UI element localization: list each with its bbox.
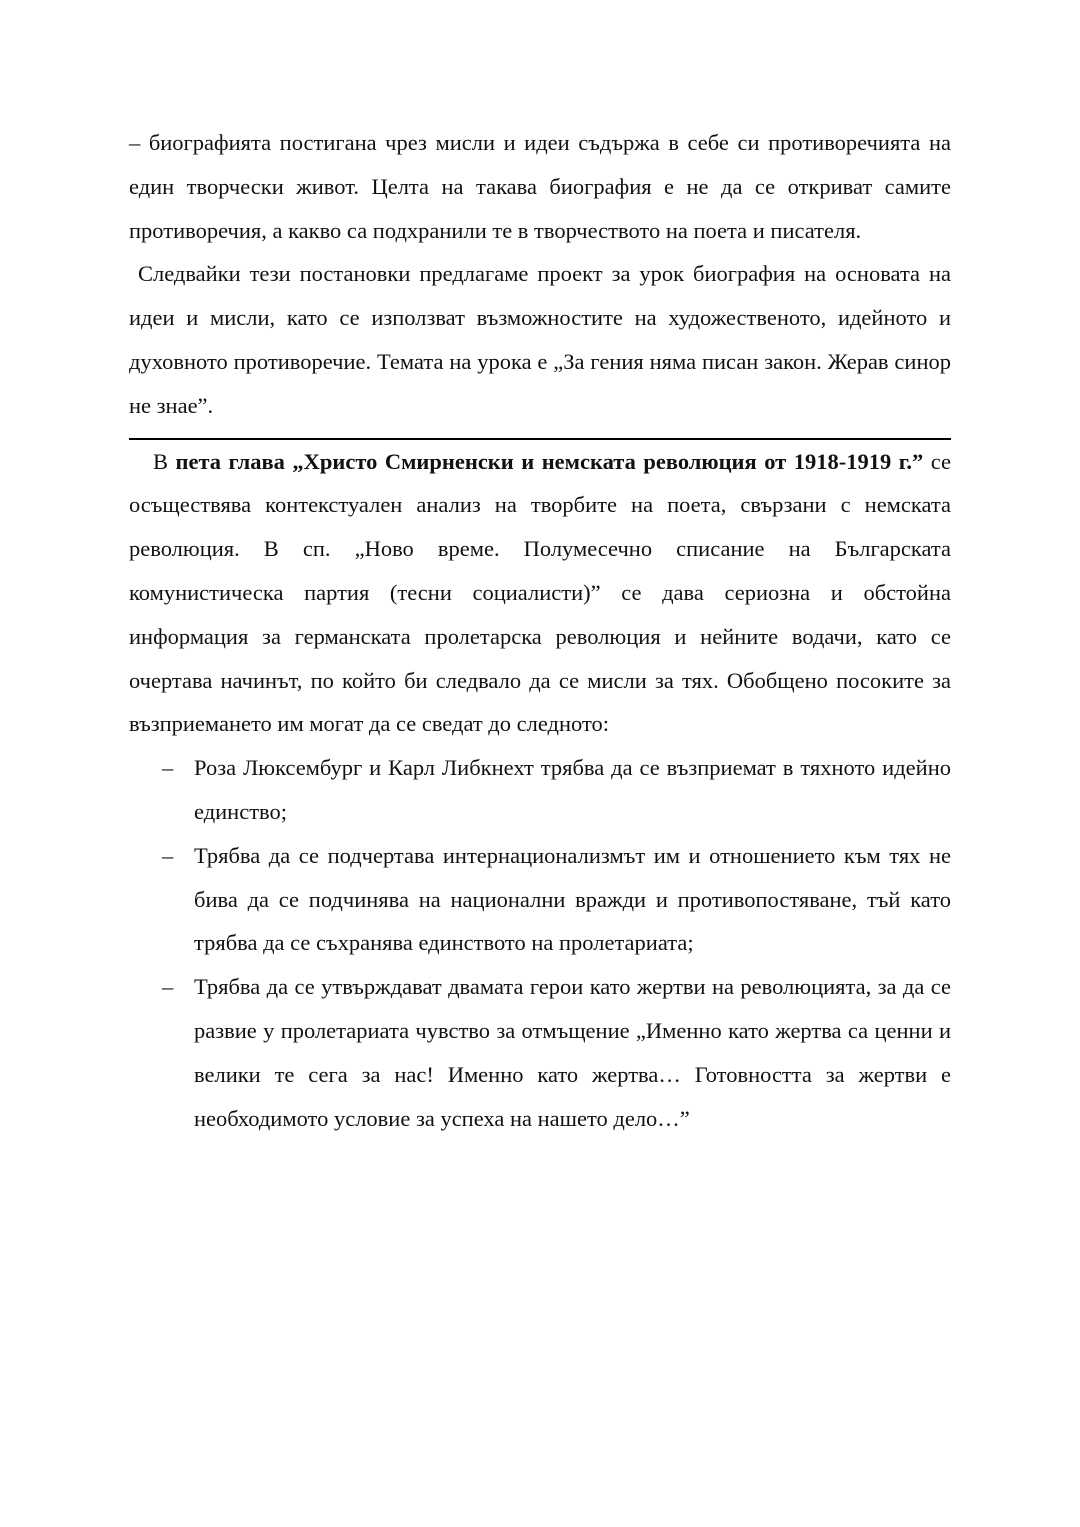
chapter-lead-text: В (153, 448, 176, 474)
dash-bullet-icon: – (162, 755, 174, 781)
document-page (129, 121, 951, 1140)
list-item (129, 746, 951, 834)
list-item-text: Трябва да се утвърждават двамата герои като жертви на революцията, за да се развие у пролетариата чувство за отмъщение „Именно като жертва са ценни и велики те сега за нас! Именно като жертва… Готовността за жертви е необходимото условие за успеха на нашето дело…” (194, 974, 951, 1131)
list-item (129, 834, 951, 965)
list-item-text: Трябва да се подчертава интернационализмът им и отношението към тях не бива да се подчинява на национални вражди и противопостяване, тъй като трябва да се съхранява единството на пролетариата; (194, 842, 951, 956)
paragraph-lesson-project (129, 252, 951, 427)
chapter-title-bold: пета глава „Христо Смирненски и немската революция от 1918-1919 г.” (175, 448, 924, 474)
list-item (129, 965, 951, 1140)
chapter-body-text: се осъществява контекстуален анализ на творбите на поета, свързани с немската революция. В сп. „Ново време. Полумесечно списание на Българската комунистическа партия (тесни социалисти)” се дава сериозна и обстойна информация за германската пролетарска революция и нейните водачи, като се очертава начинът, по който би следвало да се мисли за тях. Обобщено посоките за възприемането им могат да се сведат до следното: (129, 448, 951, 737)
paragraph-chapter-five (129, 440, 951, 747)
paragraph-biography: – биографията постигана чрез мисли и идеи съдържа в себе си противоречията на един творчески живот. Целта на такава биография е не да се откриват самите противоречия, а какво са подхранили те в творчеството на поета и писателя. (129, 130, 951, 243)
list-item-text: Роза Люксембург и Карл Либкнехт трябва да се възприемат в тяхното идейно единство; (194, 755, 951, 824)
dash-bullet-icon: – (162, 974, 174, 1000)
bullet-list (129, 746, 951, 1140)
dash-bullet-icon: – (162, 842, 174, 868)
paragraph-lesson-project-text: Следвайки тези постановки предлагаме проект за урок биография на основата на идеи и мисли, като се използват възможностите на художественото, идейното и духовното противоречие. Темата на урока е „За гения няма писан закон. Жерав синор не знае”. (129, 261, 952, 418)
